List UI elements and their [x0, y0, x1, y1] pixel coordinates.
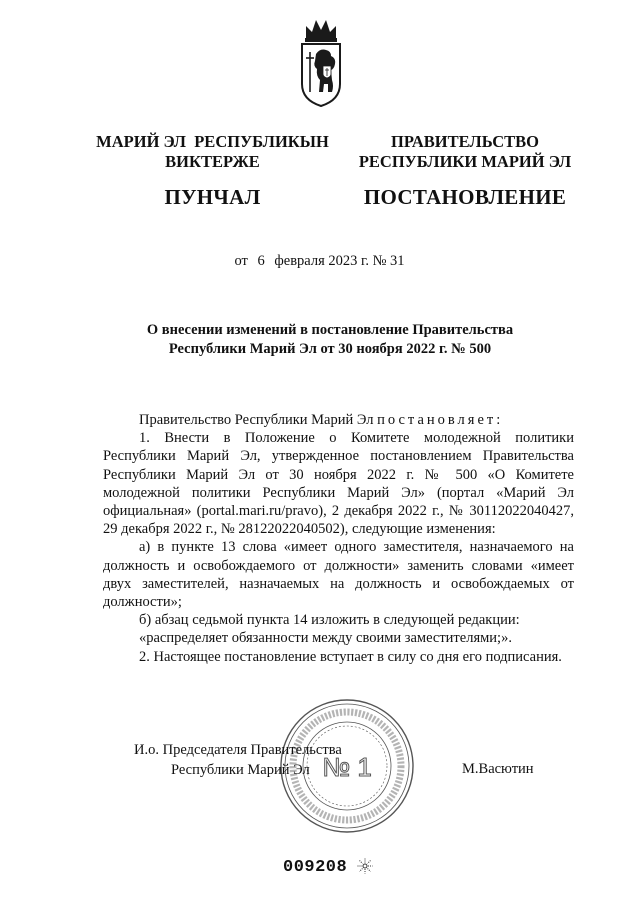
header-right-line2: РЕСПУБЛИКИ МАРИЙ ЭЛ	[358, 152, 572, 171]
header-marian	[85, 132, 340, 210]
coat-of-arms-emblem-icon	[298, 14, 344, 109]
body-paragraph-2: а) в пункте 13 слова «имеет одного заместителя, назначаемого на должность и освобождаемого от должности» заменить словами «имеет двух заместителей, назначаемых на должность и освобождаемых от должности»;	[103, 539, 574, 611]
form-serial-number: 009208	[283, 858, 348, 877]
body-paragraph-1: 1. Внести в Положение о Комитете молодежной политики Республики Марий Эл, утвержденное постановлением Правительства Республики Марий Эл от 30 ноября 2022 г. № 500 «О Комитете молодежной политики Республики Марий Эл» (портал «Марий Эл официальная» (portal.mari.ru/pravo), 2 декабря 2022 г., № 30112022040427, 29 декабря 2022 г., № 28122022040502), следующие изменения:	[103, 430, 574, 538]
body-paragraph-3: б) абзац седьмой пункта 14 изложить в следующей редакции:	[139, 612, 520, 629]
header-russian	[346, 132, 584, 210]
body-paragraph-5: 2. Настоящее постановление вступает в силу со дня его подписания.	[139, 648, 562, 665]
date-rest: февраля 2023 г. № 31	[274, 253, 405, 269]
signature-position	[134, 741, 342, 780]
rosette-icon	[357, 858, 373, 874]
body-intro	[103, 411, 574, 429]
document-date	[0, 253, 639, 270]
intro-spaced: постановляет:	[377, 412, 504, 428]
document-title	[60, 321, 600, 359]
header-left-doc-type: ПУНЧАЛ	[164, 185, 261, 209]
header-right-line1: ПРАВИТЕЛЬСТВО	[391, 132, 539, 151]
header-right-doc-type: ПОСТАНОВЛЕНИЕ	[363, 185, 567, 209]
signature-line2: Республики Марий Эл	[171, 761, 310, 778]
intro-text: Правительство Республики Марий Эл	[139, 412, 378, 428]
date-prefix: от	[234, 253, 248, 269]
title-line2: Республики Марий Эл от 30 ноября 2022 г. № 500	[168, 341, 492, 357]
signatory-name: М.Васютин	[462, 761, 534, 777]
body-paragraph-4: «распределяет обязанности между своими заместителями;».	[139, 630, 512, 647]
stamp-number: № 1	[322, 752, 372, 782]
signature-line1: И.о. Председателя Правительства	[134, 742, 342, 758]
document-body	[103, 411, 574, 666]
header-left-line2: ВИКТЕРЖЕ	[165, 152, 260, 171]
title-line1: О внесении изменений в постановление Правительства	[146, 322, 514, 338]
header-left-line1: МАРИЙ ЭЛ РЕСПУБЛИКЫН	[96, 132, 329, 151]
date-day: 6	[257, 253, 265, 269]
